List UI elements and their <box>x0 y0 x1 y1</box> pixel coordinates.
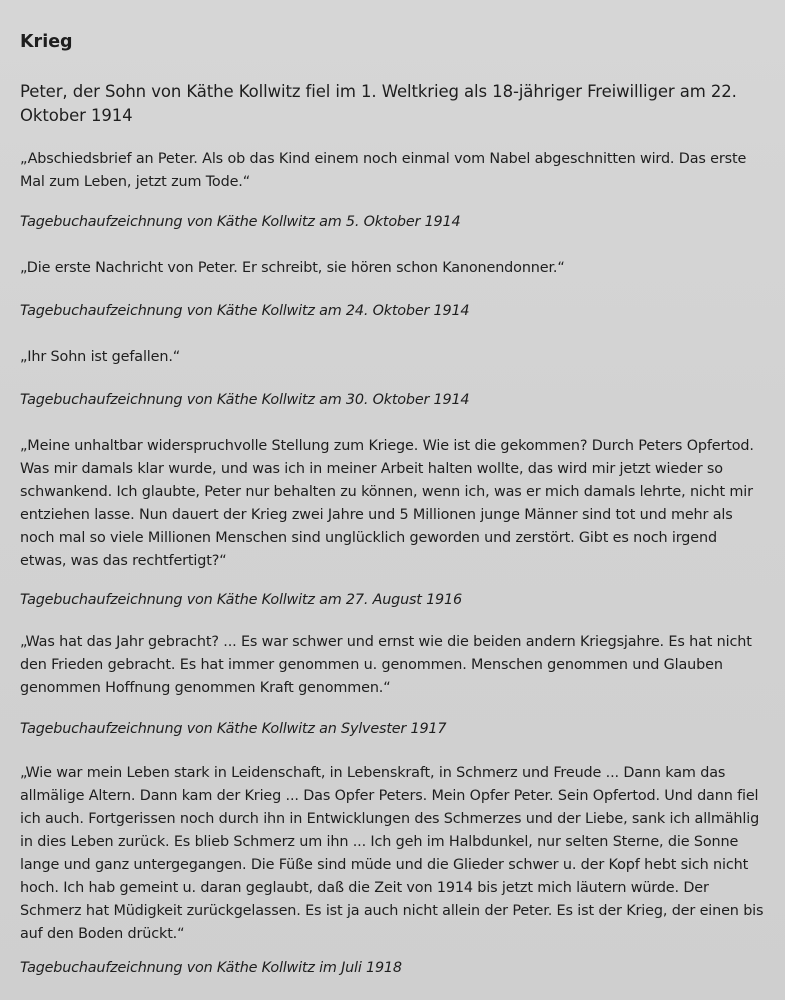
quote-6: „Wie war mein Leben stark in Leidenschaft, in Lebenskraft, in Schmerz und Freude ... Dann kam das allmälige Altern. Dann kam der Krieg ... Das Opfer Peters. Mein Opfer Peter. Sein Opfertod. Und dann fiel ich auch. Fortgerissen noch durch ihn in Entwicklungen des Schmerzes und der Liebe, sank ich allmählig in dies Leben zurück. Es blieb Schmerz um ihn ... Ich geh im Halbdunkel, nur selten Sterne, die Sonne lange und ganz untergegangen. Die Füße sind müde und die Glieder schwer u. der Kopf hebt sich nicht hoch. Ich hab gemeint u. daran geglaubt, daß die Zeit von 1914 bis jetzt mich läutern würde. Der Schmerz hat Müdigkeit zurückgelassen. Es ist ja auch nicht allein der Peter. Es ist der Krieg, der einen bis auf den Boden drückt.“ <box>20 765 764 942</box>
source-3: Tagebuchaufzeichnung von Käthe Kollwitz am 30. Oktober 1914 <box>20 392 470 408</box>
source-1: Tagebuchaufzeichnung von Käthe Kollwitz am 5. Oktober 1914 <box>20 214 461 230</box>
quote-5: „Was hat das Jahr gebracht? ... Es war schwer und ernst wie die beiden andern Kriegsjahre. Es hat nicht den Frieden gebracht. Es hat immer genommen u. genommen. Menschen genommen und Glauben genommen Hoffnung genommen Kraft genommen.“ <box>20 634 752 696</box>
quote-4: „Meine unhaltbar widerspruchvolle Stellung zum Kriege. Wie ist die gekommen? Durch Peters Opfertod. Was mir damals klar wurde, und was ich in meiner Arbeit halten wollte, das wird mir jetzt wieder so schwankend. Ich glaubte, Peter nur behalten zu können, wenn ich, was er mich damals lehrte, nicht mir entziehen lasse. Nun dauert der Krieg zwei Jahre und 5 Millionen junge Männer sind tot und mehr als noch mal so viele Millionen Menschen sind unglücklich geworden und zerstört. Gibt es noch irgend etwas, was das rechtfertigt?“ <box>20 438 754 569</box>
source-6: Tagebuchaufzeichnung von Käthe Kollwitz im Juli 1918 <box>20 960 402 976</box>
quote-3: „Ihr Sohn ist gefallen.“ <box>20 349 181 365</box>
source-5: Tagebuchaufzeichnung von Käthe Kollwitz an Sylvester 1917 <box>20 721 447 737</box>
source-4: Tagebuchaufzeichnung von Käthe Kollwitz am 27. August 1916 <box>20 592 462 608</box>
panel-title: Krieg <box>20 32 73 52</box>
quote-2: „Die erste Nachricht von Peter. Er schreibt, sie hören schon Kanonendonner.“ <box>20 260 565 276</box>
quote-1: „Abschiedsbrief an Peter. Als ob das Kind einem noch einmal vom Nabel abgeschnitten wird. Das erste Mal zum Leben, jetzt zum Tode.“ <box>20 151 747 190</box>
panel-intro: Peter, der Sohn von Käthe Kollwitz fiel im 1. Weltkrieg als 18-jähriger Freiwilliger am 22. Oktober 1914 <box>20 82 737 125</box>
source-2: Tagebuchaufzeichnung von Käthe Kollwitz am 24. Oktober 1914 <box>20 303 470 319</box>
